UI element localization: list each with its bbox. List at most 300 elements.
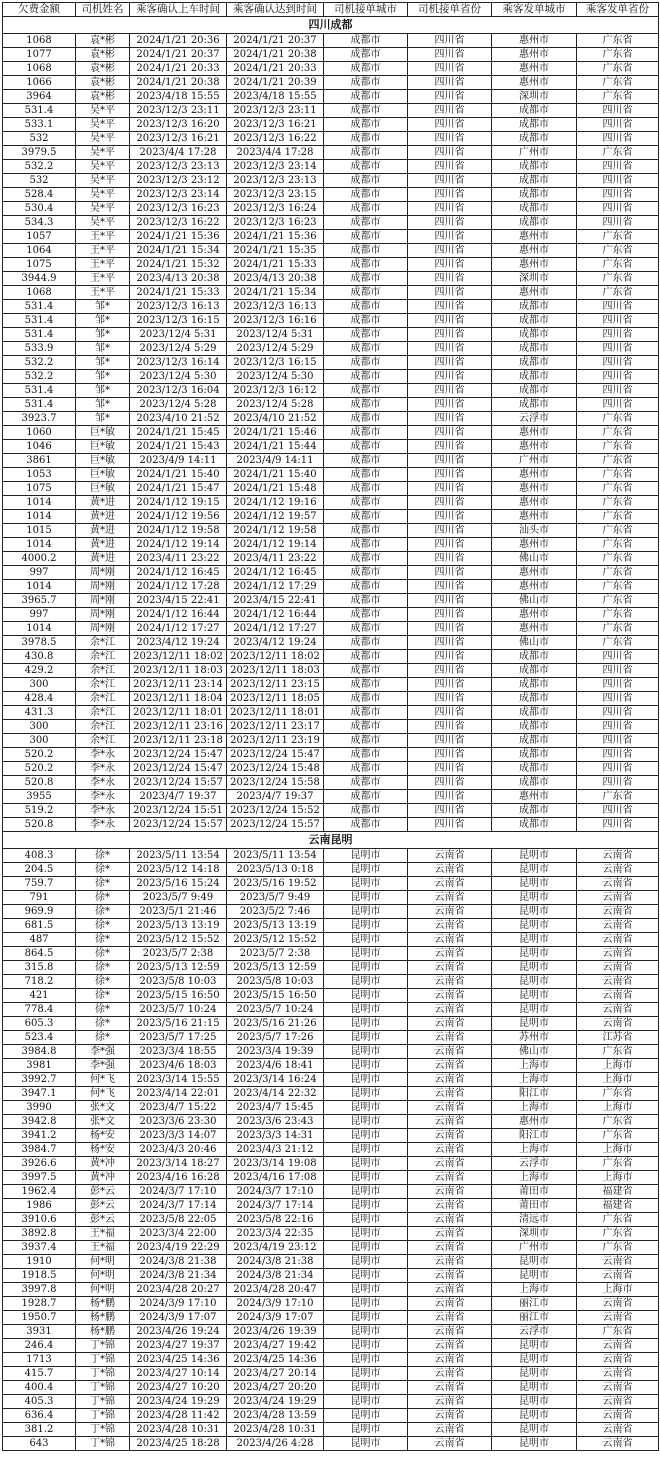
table-cell: 吴*平 xyxy=(76,132,130,146)
table-cell: 2023/4/19 22:29 xyxy=(130,1241,227,1255)
table-cell: 2023/12/4 5:29 xyxy=(227,342,324,356)
table-cell: 云南省 xyxy=(408,849,492,863)
table-row xyxy=(3,692,659,706)
table-cell: 周*刚 xyxy=(76,622,130,636)
table-cell: 黄*进 xyxy=(76,552,130,566)
table-cell: 3955 xyxy=(3,790,76,804)
table-cell: 421 xyxy=(3,989,76,1003)
table-row xyxy=(3,1241,659,1255)
table-cell: 成都市 xyxy=(324,552,408,566)
table-row xyxy=(3,482,659,496)
table-cell: 成都市 xyxy=(324,650,408,664)
table-cell: 惠州市 xyxy=(492,34,577,48)
table-cell: 2023/5/16 15:24 xyxy=(130,877,227,891)
table-cell: 惠州市 xyxy=(492,538,577,552)
table-cell: 云南省 xyxy=(408,1437,492,1451)
table-cell: 487 xyxy=(3,933,76,947)
table-cell: 云南省 xyxy=(577,849,659,863)
table-cell: 四川省 xyxy=(408,300,492,314)
table-cell: 云南省 xyxy=(408,1339,492,1353)
table-cell: 2023/5/7 2:38 xyxy=(130,947,227,961)
table-row xyxy=(3,300,659,314)
table-cell: 四川省 xyxy=(408,566,492,580)
table-cell: 520.8 xyxy=(3,776,76,790)
table-cell: 张*文 xyxy=(76,1115,130,1129)
table-cell: 云南省 xyxy=(408,1129,492,1143)
table-row xyxy=(3,580,659,594)
table-cell: 400.4 xyxy=(3,1381,76,1395)
table-row xyxy=(3,975,659,989)
table-cell: 成都市 xyxy=(324,48,408,62)
table-cell: 2023/12/11 18:01 xyxy=(130,706,227,720)
table-cell: 四川省 xyxy=(408,650,492,664)
table-cell: 1014 xyxy=(3,622,76,636)
table-cell: 余*江 xyxy=(76,706,130,720)
table-cell: 邹* xyxy=(76,412,130,426)
table-cell: 成都市 xyxy=(324,468,408,482)
table-cell: 余*江 xyxy=(76,692,130,706)
table-cell: 四川省 xyxy=(408,440,492,454)
table-row xyxy=(3,244,659,258)
table-cell: 成都市 xyxy=(324,790,408,804)
table-cell: 2023/12/11 18:01 xyxy=(227,706,324,720)
table-cell: 昆明市 xyxy=(324,961,408,975)
table-cell: 3861 xyxy=(3,454,76,468)
table-cell: 云南省 xyxy=(408,1283,492,1297)
header-cell: 乘客确认上车时间 xyxy=(130,3,227,17)
table-cell: 2024/1/21 20:38 xyxy=(227,48,324,62)
table-cell: 昆明市 xyxy=(492,1423,577,1437)
table-cell: 丽江市 xyxy=(492,1311,577,1325)
table-cell: 2024/1/12 19:58 xyxy=(227,524,324,538)
table-cell: 1060 xyxy=(3,426,76,440)
table-cell: 云南省 xyxy=(577,891,659,905)
table-cell: 广东省 xyxy=(577,1115,659,1129)
table-cell: 430.8 xyxy=(3,650,76,664)
table-cell: 四川省 xyxy=(408,202,492,216)
table-cell: 成都市 xyxy=(324,104,408,118)
table-cell: 2024/1/12 16:45 xyxy=(227,566,324,580)
table-cell: 四川省 xyxy=(408,468,492,482)
table-cell: 成都市 xyxy=(492,342,577,356)
table-cell: 云南省 xyxy=(408,1311,492,1325)
table-cell: 405.3 xyxy=(3,1395,76,1409)
table-body xyxy=(3,17,659,1451)
table-cell: 邹* xyxy=(76,328,130,342)
table-cell: 3964 xyxy=(3,90,76,104)
table-cell: 昆明市 xyxy=(324,1115,408,1129)
table-cell: 李*永 xyxy=(76,776,130,790)
table-cell: 昆明市 xyxy=(492,1269,577,1283)
table-cell: 广东省 xyxy=(577,272,659,286)
table-cell: 2024/1/12 19:56 xyxy=(130,510,227,524)
table-cell: 2023/12/11 23:14 xyxy=(130,678,227,692)
table-cell: 成都市 xyxy=(324,412,408,426)
table-row xyxy=(3,272,659,286)
table-cell: 昆明市 xyxy=(324,905,408,919)
table-cell: 2024/1/21 15:34 xyxy=(227,286,324,300)
table-cell: 广东省 xyxy=(577,412,659,426)
table-cell: 莆田市 xyxy=(492,1199,577,1213)
table-cell: 3941.2 xyxy=(3,1129,76,1143)
table-cell: 广东省 xyxy=(577,496,659,510)
table-cell: 徐* xyxy=(76,1017,130,1031)
table-cell: 徐* xyxy=(76,891,130,905)
table-cell: 2023/4/11 23:22 xyxy=(130,552,227,566)
table-cell: 533.9 xyxy=(3,342,76,356)
table-cell: 2024/1/12 19:57 xyxy=(227,510,324,524)
table-cell: 昆明市 xyxy=(324,877,408,891)
table-cell: 广东省 xyxy=(577,146,659,160)
table-cell: 云南省 xyxy=(577,1423,659,1437)
table-cell: 2023/5/16 19:52 xyxy=(227,877,324,891)
table-cell: 成都市 xyxy=(492,804,577,818)
table-cell: 3892.8 xyxy=(3,1227,76,1241)
table-cell: 1986 xyxy=(3,1199,76,1213)
table-cell: 四川省 xyxy=(408,818,492,832)
table-cell: 余*江 xyxy=(76,664,130,678)
table-cell: 四川省 xyxy=(408,412,492,426)
table-cell: 2024/1/21 20:33 xyxy=(130,62,227,76)
table-cell: 2023/12/24 15:47 xyxy=(130,762,227,776)
table-cell: 2024/3/8 21:38 xyxy=(227,1255,324,1269)
table-row xyxy=(3,1157,659,1171)
table-cell: 成都市 xyxy=(492,734,577,748)
table-cell: 2023/4/10 21:52 xyxy=(227,412,324,426)
table-cell: 2023/12/3 16:20 xyxy=(130,118,227,132)
table-cell: 成都市 xyxy=(324,692,408,706)
table-cell: 王*福 xyxy=(76,1241,130,1255)
table-cell: 广州市 xyxy=(492,146,577,160)
table-cell: 杨*鹏 xyxy=(76,1297,130,1311)
table-row xyxy=(3,314,659,328)
table-cell: 黄*进 xyxy=(76,524,130,538)
table-cell: 2023/4/27 19:42 xyxy=(227,1339,324,1353)
table-cell: 2023/4/28 11:42 xyxy=(130,1409,227,1423)
table-cell: 成都市 xyxy=(324,286,408,300)
table-cell: 徐* xyxy=(76,905,130,919)
table-cell: 3997.8 xyxy=(3,1283,76,1297)
table-cell: 成都市 xyxy=(324,818,408,832)
table-cell: 2024/1/12 19:58 xyxy=(130,524,227,538)
table-row xyxy=(3,1437,659,1451)
table-cell: 云南省 xyxy=(577,1409,659,1423)
table-cell: 2023/4/12 19:24 xyxy=(227,636,324,650)
table-row xyxy=(3,818,659,832)
table-cell: 2023/12/11 23:18 xyxy=(130,734,227,748)
table-cell: 300 xyxy=(3,734,76,748)
table-cell: 云南省 xyxy=(408,905,492,919)
table-cell: 成都市 xyxy=(492,720,577,734)
table-cell: 昆明市 xyxy=(324,1353,408,1367)
table-cell: 408.3 xyxy=(3,849,76,863)
table-cell: 2023/4/27 10:14 xyxy=(130,1367,227,1381)
table-cell: 2023/12/4 5:28 xyxy=(130,398,227,412)
table-cell: 成都市 xyxy=(324,244,408,258)
table-cell: 杨*安 xyxy=(76,1129,130,1143)
table-cell: 成都市 xyxy=(492,356,577,370)
table-cell: 云南省 xyxy=(577,1017,659,1031)
table-cell: 四川省 xyxy=(408,272,492,286)
table-cell: 718.2 xyxy=(3,975,76,989)
table-cell: 惠州市 xyxy=(492,566,577,580)
table-cell: 1014 xyxy=(3,510,76,524)
table-cell: 王*平 xyxy=(76,244,130,258)
table-cell: 邹* xyxy=(76,314,130,328)
table-cell: 清远市 xyxy=(492,1213,577,1227)
table-cell: 成都市 xyxy=(324,734,408,748)
table-row xyxy=(3,286,659,300)
table-cell: 成都市 xyxy=(492,188,577,202)
table-row xyxy=(3,933,659,947)
table-row xyxy=(3,863,659,877)
table-row xyxy=(3,202,659,216)
table-cell: 2023/12/3 23:14 xyxy=(130,188,227,202)
table-cell: 惠州市 xyxy=(492,258,577,272)
table-cell: 云南省 xyxy=(408,1409,492,1423)
table-cell: 3944.9 xyxy=(3,272,76,286)
table-cell: 何*明 xyxy=(76,1283,130,1297)
table-cell: 1014 xyxy=(3,580,76,594)
table-cell: 四川省 xyxy=(577,300,659,314)
table-cell: 605.3 xyxy=(3,1017,76,1031)
table-cell: 昆明市 xyxy=(324,1101,408,1115)
table-cell: 惠州市 xyxy=(492,286,577,300)
table-cell: 2023/4/18 15:55 xyxy=(227,90,324,104)
table-cell: 2023/3/6 23:43 xyxy=(227,1115,324,1129)
table-cell: 四川省 xyxy=(408,664,492,678)
table-cell: 昆明市 xyxy=(324,1129,408,1143)
table-cell: 徐* xyxy=(76,947,130,961)
table-cell: 上海市 xyxy=(577,1101,659,1115)
table-cell: 429.2 xyxy=(3,664,76,678)
table-cell: 2024/1/21 15:33 xyxy=(130,286,227,300)
table-cell: 云南省 xyxy=(408,1213,492,1227)
table-cell: 3923.7 xyxy=(3,412,76,426)
table-cell: 2023/4/25 14:36 xyxy=(130,1353,227,1367)
table-cell: 2023/4/27 19:37 xyxy=(130,1339,227,1353)
table-cell: 2023/5/11 13:54 xyxy=(130,849,227,863)
table-cell: 四川省 xyxy=(577,370,659,384)
table-cell: 2023/4/26 4:28 xyxy=(227,1437,324,1451)
table-cell: 3926.6 xyxy=(3,1157,76,1171)
table-cell: 昆明市 xyxy=(324,1157,408,1171)
table-cell: 2023/12/3 23:11 xyxy=(130,104,227,118)
table-cell: 上海市 xyxy=(492,1059,577,1073)
table-cell: 成都市 xyxy=(324,202,408,216)
table-cell: 王*福 xyxy=(76,1227,130,1241)
table-cell: 昆明市 xyxy=(324,1269,408,1283)
table-row xyxy=(3,76,659,90)
table-cell: 2024/3/9 17:10 xyxy=(227,1297,324,1311)
table-cell: 643 xyxy=(3,1437,76,1451)
table-cell: 云南省 xyxy=(408,961,492,975)
table-cell: 3981 xyxy=(3,1059,76,1073)
table-cell: 2024/3/9 17:07 xyxy=(130,1311,227,1325)
table-cell: 四川省 xyxy=(577,762,659,776)
table-cell: 袁*彬 xyxy=(76,76,130,90)
table-cell: 四川省 xyxy=(577,314,659,328)
table-cell: 巨*敏 xyxy=(76,426,130,440)
table-cell: 佛山市 xyxy=(492,552,577,566)
table-cell: 2023/12/11 18:02 xyxy=(130,650,227,664)
table-row xyxy=(3,1185,659,1199)
table-cell: 四川省 xyxy=(408,188,492,202)
table-row xyxy=(3,356,659,370)
table-cell: 昆明市 xyxy=(324,1059,408,1073)
table-cell: 1075 xyxy=(3,482,76,496)
table-cell: 2024/1/21 15:40 xyxy=(227,468,324,482)
table-cell: 深圳市 xyxy=(492,1227,577,1241)
table-cell: 黄*进 xyxy=(76,510,130,524)
table-cell: 成都市 xyxy=(324,776,408,790)
table-cell: 昆明市 xyxy=(324,1017,408,1031)
table-cell: 昆明市 xyxy=(324,1213,408,1227)
table-cell: 2023/12/11 18:02 xyxy=(227,650,324,664)
table-cell: 成都市 xyxy=(324,664,408,678)
table-row xyxy=(3,188,659,202)
table-cell: 532.2 xyxy=(3,370,76,384)
table-cell: 云南省 xyxy=(408,1143,492,1157)
table-cell: 袁*彬 xyxy=(76,62,130,76)
table-cell: 黄*冲 xyxy=(76,1157,130,1171)
table-cell: 昆明市 xyxy=(324,849,408,863)
table-row xyxy=(3,342,659,356)
table-cell: 1064 xyxy=(3,244,76,258)
table-cell: 四川省 xyxy=(408,454,492,468)
table-cell: 1950.7 xyxy=(3,1311,76,1325)
table-row xyxy=(3,1255,659,1269)
table-cell: 昆明市 xyxy=(492,877,577,891)
table-cell: 广东省 xyxy=(577,230,659,244)
table-cell: 昆明市 xyxy=(324,1003,408,1017)
table-cell: 昆明市 xyxy=(324,919,408,933)
table-cell: 2023/12/11 18:05 xyxy=(227,692,324,706)
table-cell: 2023/12/4 5:28 xyxy=(227,398,324,412)
table-cell: 成都市 xyxy=(492,678,577,692)
table-cell: 2024/1/12 17:28 xyxy=(130,580,227,594)
table-cell: 3931 xyxy=(3,1325,76,1339)
table-row xyxy=(3,90,659,104)
table-cell: 成都市 xyxy=(324,342,408,356)
table-cell: 昆明市 xyxy=(324,863,408,877)
table-cell: 张*文 xyxy=(76,1101,130,1115)
table-cell: 2024/3/8 21:34 xyxy=(227,1269,324,1283)
table-cell: 2024/1/12 16:45 xyxy=(130,566,227,580)
table-cell: 2024/1/12 17:27 xyxy=(130,622,227,636)
table-cell: 2023/12/24 15:57 xyxy=(130,818,227,832)
table-cell: 2023/4/3 20:46 xyxy=(130,1143,227,1157)
table-cell: 广东省 xyxy=(577,1213,659,1227)
table-cell: 惠州市 xyxy=(492,230,577,244)
table-cell: 吴*平 xyxy=(76,146,130,160)
table-row xyxy=(3,1031,659,1045)
table-cell: 四川省 xyxy=(408,286,492,300)
table-cell: 四川省 xyxy=(408,216,492,230)
table-cell: 4000.2 xyxy=(3,552,76,566)
table-row xyxy=(3,961,659,975)
table-row xyxy=(3,636,659,650)
table-cell: 昆明市 xyxy=(492,1367,577,1381)
table-cell: 681.5 xyxy=(3,919,76,933)
table-cell: 巨*敏 xyxy=(76,454,130,468)
table-cell: 昆明市 xyxy=(324,1087,408,1101)
table-cell: 2023/12/11 18:03 xyxy=(130,664,227,678)
table-cell: 四川省 xyxy=(408,258,492,272)
table-cell: 2023/12/3 16:22 xyxy=(227,132,324,146)
table-cell: 成都市 xyxy=(492,664,577,678)
table-cell: 2023/5/8 22:05 xyxy=(130,1213,227,1227)
table-cell: 广东省 xyxy=(577,426,659,440)
table-cell: 邹* xyxy=(76,356,130,370)
table-cell: 四川省 xyxy=(408,776,492,790)
table-cell: 2023/5/7 17:25 xyxy=(130,1031,227,1045)
table-cell: 成都市 xyxy=(324,258,408,272)
table-cell: 昆明市 xyxy=(324,1423,408,1437)
table-cell: 昆明市 xyxy=(492,1381,577,1395)
table-row xyxy=(3,1101,659,1115)
table-cell: 成都市 xyxy=(324,300,408,314)
table-cell: 广东省 xyxy=(577,524,659,538)
table-cell: 四川省 xyxy=(408,734,492,748)
table-cell: 520.2 xyxy=(3,762,76,776)
table-cell: 云南省 xyxy=(408,1423,492,1437)
table-cell: 吴*平 xyxy=(76,202,130,216)
table-row xyxy=(3,160,659,174)
table-cell: 3984.8 xyxy=(3,1045,76,1059)
table-row xyxy=(3,1017,659,1031)
table-cell: 四川省 xyxy=(577,384,659,398)
table-cell: 昆明市 xyxy=(492,1395,577,1409)
table-cell: 云南省 xyxy=(408,1325,492,1339)
table-cell: 丁*锦 xyxy=(76,1381,130,1395)
table-cell: 成都市 xyxy=(324,762,408,776)
table-cell: 云南省 xyxy=(577,1339,659,1353)
table-cell: 成都市 xyxy=(324,146,408,160)
table-cell: 云南省 xyxy=(408,1003,492,1017)
table-cell: 2023/4/4 17:28 xyxy=(130,146,227,160)
table-cell: 王*平 xyxy=(76,258,130,272)
table-cell: 四川省 xyxy=(577,342,659,356)
table-cell: 2024/1/12 19:15 xyxy=(130,496,227,510)
table-cell: 惠州市 xyxy=(492,622,577,636)
table-cell: 四川省 xyxy=(408,132,492,146)
table-cell: 福建省 xyxy=(577,1185,659,1199)
table-cell: 云南省 xyxy=(577,877,659,891)
table-cell: 昆明市 xyxy=(324,1325,408,1339)
table-cell: 云南省 xyxy=(408,1227,492,1241)
table-cell: 吴*平 xyxy=(76,174,130,188)
table-cell: 云南省 xyxy=(408,1241,492,1255)
table-cell: 532.2 xyxy=(3,356,76,370)
table-row xyxy=(3,412,659,426)
table-cell: 2023/12/24 15:57 xyxy=(227,818,324,832)
table-cell: 2024/3/7 17:10 xyxy=(130,1185,227,1199)
table-cell: 云南省 xyxy=(577,1255,659,1269)
table-cell: 520.2 xyxy=(3,748,76,762)
table-cell: 云南省 xyxy=(408,863,492,877)
table-cell: 昆明市 xyxy=(492,1017,577,1031)
table-cell: 1057 xyxy=(3,230,76,244)
table-cell: 2024/3/9 17:10 xyxy=(130,1297,227,1311)
table-cell: 广东省 xyxy=(577,538,659,552)
table-cell: 2024/1/12 16:44 xyxy=(130,608,227,622)
table-cell: 1918.5 xyxy=(3,1269,76,1283)
table-cell: 成都市 xyxy=(324,118,408,132)
table-cell: 2023/5/16 21:26 xyxy=(227,1017,324,1031)
table-cell: 吴*平 xyxy=(76,104,130,118)
table-cell: 四川省 xyxy=(577,356,659,370)
